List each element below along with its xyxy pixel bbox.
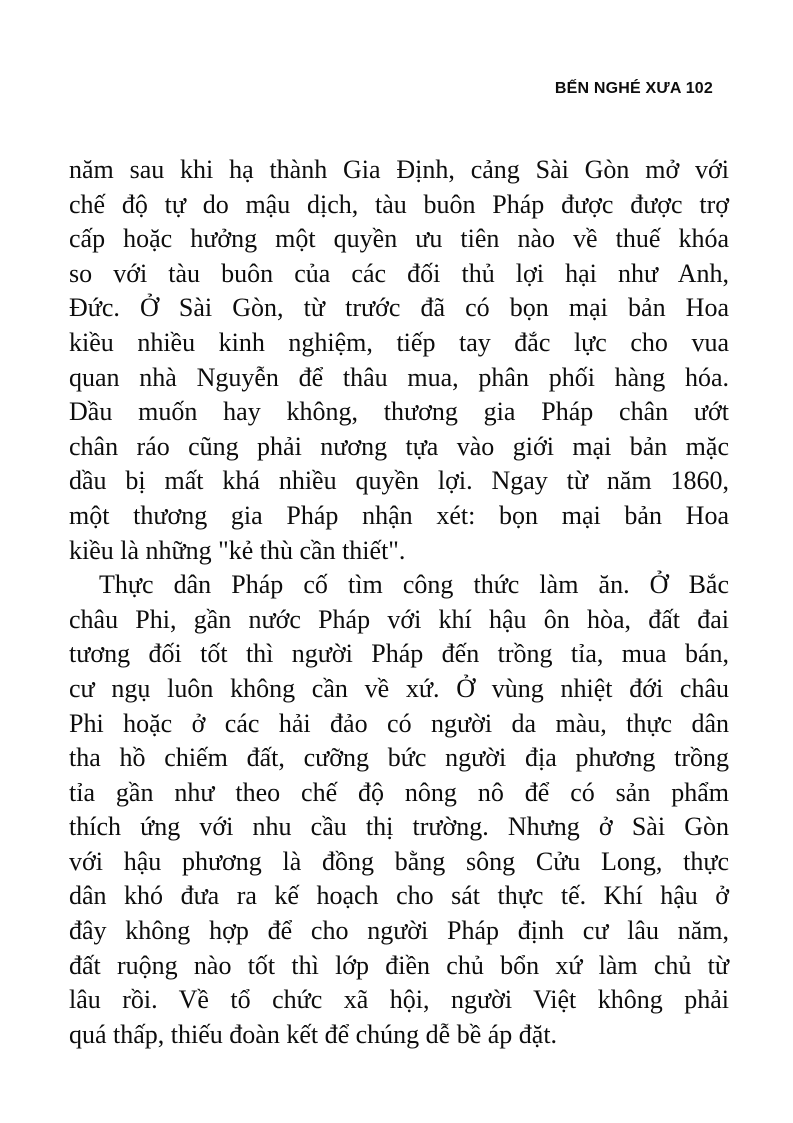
text-line: năm sau khi hạ thành Gia Định, cảng Sài Gòn mở với: [69, 155, 729, 184]
text-line: Phi hoặc ở các hải đảo có người da màu, thực dân: [69, 708, 729, 738]
text-line: cư ngụ luôn không cần về xứ. Ở vùng nhiệt đới châu: [69, 673, 729, 703]
text-line: tương đối tốt thì người Pháp đến trồng tỉa, mua bán,: [69, 639, 729, 669]
text-line: Đức. Ở Sài Gòn, từ trước đã có bọn mại bản Hoa: [69, 293, 729, 323]
text-line: chân ráo cũng phải nương tựa vào giới mại bản mặc: [69, 431, 729, 461]
running-header: BẾN NGHÉ XƯA 102: [554, 80, 713, 97]
text-line: với hậu phương là đồng bằng sông Cửu Long, thực: [69, 846, 729, 876]
text-line: Thực dân Pháp cố tìm công thức làm ăn. Ở Bắc: [99, 570, 729, 600]
text-line: đây không hợp để cho người Pháp định cư lâu năm,: [69, 916, 729, 946]
text-line: kiều nhiều kinh nghiệm, tiếp tay đắc lực cho vua: [69, 327, 729, 357]
text-line: so với tàu buôn của các đối thủ lợi hại như Anh,: [69, 258, 729, 288]
text-line: thích ứng với nhu cầu thị trường. Nhưng ở Sài Gòn: [69, 812, 729, 842]
text-line: dân khó đưa ra kế hoạch cho sát thực tế. Khí hậu ở: [69, 881, 729, 911]
text-line: kiều là những "kẻ thù cần thiết".: [69, 535, 406, 565]
text-line: chế độ tự do mậu dịch, tàu buôn Pháp được được trợ: [69, 189, 729, 219]
text-line: tha hồ chiếm đất, cưỡng bức người địa phương trồng: [69, 743, 729, 773]
text-line: tỉa gần như theo chế độ nông nô để có sản phẩm: [69, 777, 729, 807]
text-line: quá thấp, thiếu đoàn kết để chúng dễ bề áp đặt.: [69, 1019, 558, 1049]
paragraph-2: [69, 568, 729, 1052]
text-line: cấp hoặc hưởng một quyền ưu tiên nào về thuế khóa: [69, 224, 729, 254]
text-line: một thương gia Pháp nhận xét: bọn mại bản Hoa: [69, 500, 729, 530]
body-text: [69, 153, 729, 1052]
text-line: lâu rồi. Về tổ chức xã hội, người Việt không phải: [69, 985, 729, 1015]
paragraph-1: [69, 153, 729, 568]
text-line: quan nhà Nguyễn để thâu mua, phân phối hàng hóa.: [69, 362, 729, 392]
text-line: đất ruộng nào tốt thì lớp điền chủ bổn xứ làm chủ từ: [69, 950, 729, 980]
text-line: Dầu muốn hay không, thương gia Pháp chân ướt: [69, 397, 729, 427]
text-line: dầu bị mất khá nhiều quyền lợi. Ngay từ năm 1860,: [69, 466, 729, 496]
text-line: châu Phi, gần nước Pháp với khí hậu ôn hòa, đất đai: [69, 604, 729, 634]
